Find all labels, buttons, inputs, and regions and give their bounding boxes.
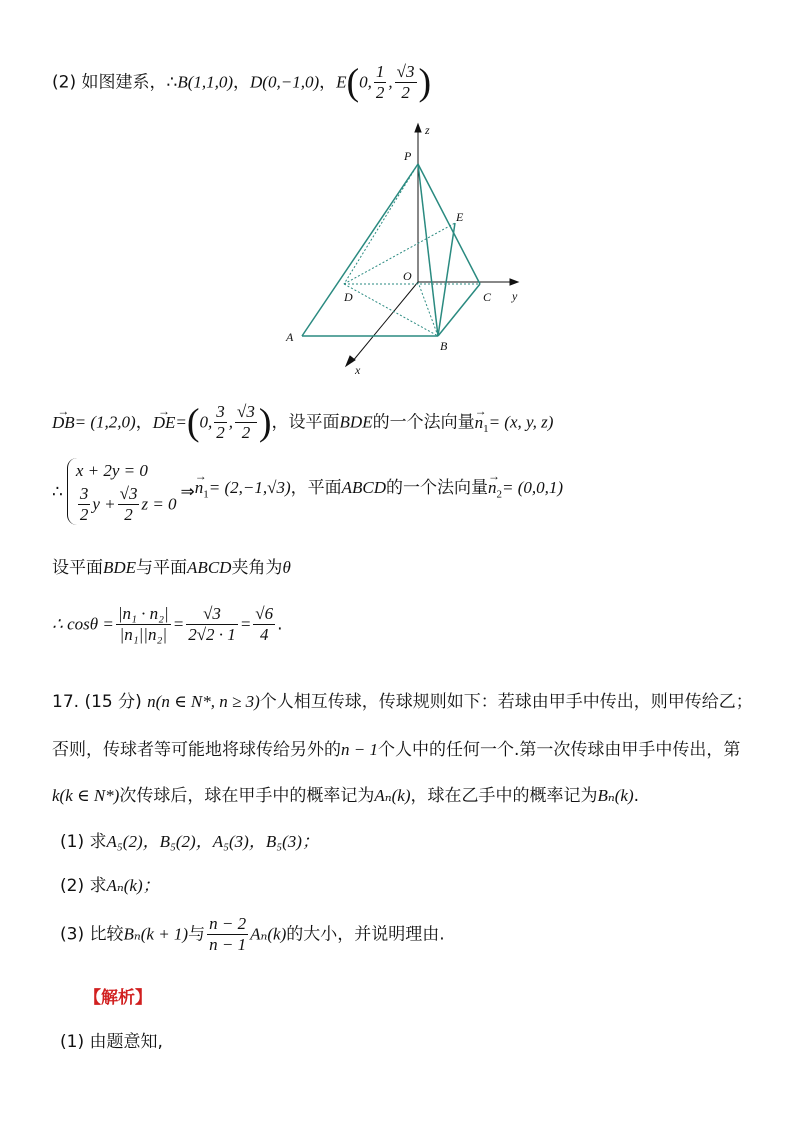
q17-line-1: [52, 690, 753, 714]
fraction-three-halves: [214, 402, 227, 443]
frac-den: 2: [79, 505, 89, 524]
math-sub1: A₅(2)，B₅(2)，A₅(3)，B₅(3)；: [106, 832, 319, 851]
frac-den: 2: [401, 83, 410, 102]
math-n-condition: n(n ∈ N*, n ≥ 3): [147, 692, 260, 711]
frac-num: |n₁ · n₂|: [117, 604, 169, 623]
q17-line-3: [52, 784, 639, 808]
system-result: [194, 478, 564, 501]
text: 否则，传球者等可能地将球传给另外的: [52, 740, 341, 760]
fraction: [186, 604, 238, 645]
question-number: 17. (15 分): [52, 692, 142, 712]
comma: ,: [228, 412, 234, 432]
plane-ABCD: ABCD: [341, 478, 387, 498]
label-z: z: [425, 123, 430, 137]
cos-lhs: ∴ cosθ =: [52, 614, 114, 634]
vector-DB-value: = (1,2,0): [74, 412, 136, 432]
label-D: D: [344, 290, 353, 304]
eq2-end: z = 0: [141, 494, 177, 514]
angle-line: [52, 556, 291, 580]
plane-BDE: BDE: [339, 412, 373, 432]
text: 个人中的任何一个.第一次传球由甲手中传出，第: [377, 740, 741, 760]
frac-den: 2: [216, 423, 225, 442]
subscript: 1: [203, 488, 209, 501]
label-C: C: [483, 290, 492, 304]
therefore-symbol: ∴: [52, 481, 63, 502]
math-Bn-k: Bₙ(k): [597, 786, 634, 805]
frac-num: √3: [119, 484, 138, 503]
fraction-sqrt3-half: [395, 62, 417, 103]
frac-num: 3: [216, 402, 225, 421]
frac-den: n − 1: [209, 935, 247, 954]
eq2-mid: y +: [92, 494, 116, 514]
point-E-label: E: [336, 72, 347, 92]
point-D-coord: D(0,−1,0): [250, 72, 320, 92]
frac-den: 2√2 · 1: [188, 625, 236, 644]
paren-close: ): [258, 401, 272, 444]
equals: =: [239, 614, 252, 634]
label-y: y: [512, 289, 518, 303]
vectors-line: [52, 402, 553, 443]
equation-system: [67, 458, 177, 525]
label-O: O: [403, 269, 412, 283]
text-plane: ，平面: [290, 478, 342, 499]
part2-prefix: (2) 如图建系，∴: [52, 72, 178, 93]
edge-PA: [302, 164, 418, 336]
plane-ABCD: ABCD: [187, 558, 232, 577]
text: 次传球后，球在甲手中的概率记为: [119, 786, 375, 806]
separator: ，: [319, 72, 337, 93]
equation-system-line: [52, 458, 563, 534]
math-k-condition: k(k ∈ N*): [52, 786, 120, 805]
q17-line-2: [52, 738, 740, 762]
frac-num: 3: [79, 484, 89, 503]
fraction-n2-n1: [207, 914, 248, 955]
paren-close: ): [418, 61, 432, 104]
text: 夹角为: [231, 558, 283, 578]
frac-den: 4: [259, 625, 269, 644]
cosine-line: [52, 604, 283, 664]
frac-den: 2: [375, 83, 385, 102]
vector-n1-result: = (2,−1,√3): [208, 478, 291, 498]
math-An-k: Aₙ(k): [374, 786, 411, 805]
math-Bn-k1: Bₙ(k + 1): [123, 924, 189, 944]
text: 与平面: [136, 558, 188, 578]
equals: =: [175, 412, 187, 432]
text-normal-vector: 的一个法向量: [386, 478, 489, 499]
vector-n2-value: = (0,0,1): [502, 478, 564, 498]
period: .: [277, 614, 283, 635]
vector-n1: → n: [195, 476, 204, 500]
DE-first: 0,: [199, 412, 213, 432]
label-E: E: [456, 210, 464, 224]
z-arrow-icon: [415, 124, 421, 132]
text: 个人相互传球，传球规则如下：若球由甲手中传出，则甲传给乙；: [259, 692, 753, 712]
comma: ,: [388, 72, 393, 92]
coordinate-axes: [346, 124, 518, 366]
frac-den: 2: [241, 423, 251, 442]
math-An-k: Aₙ(k): [250, 924, 287, 944]
sub-label: (1) 求: [60, 832, 107, 852]
vector-n1: → n: [475, 411, 484, 435]
theta-symbol: θ: [282, 558, 291, 577]
math-sub2: Aₙ(k)；: [106, 876, 160, 895]
subscript: 1: [483, 422, 489, 435]
vector-n2: → n: [488, 476, 497, 500]
text-normal-vector: 的一个法向量: [372, 412, 475, 433]
implies-symbol: ⇒: [180, 481, 195, 502]
fraction-result: [253, 604, 275, 645]
fraction: [78, 484, 91, 525]
text: ，球在乙手中的概率记为: [410, 786, 598, 806]
E-coord-first: 0,: [359, 72, 372, 92]
edge-PB: [418, 164, 438, 336]
paren-open: (: [346, 61, 360, 104]
part2-coordinates-line: [52, 62, 431, 103]
frac-num: n − 2: [209, 914, 247, 933]
edge-DE: [344, 223, 455, 284]
frac-num: √3: [237, 402, 255, 421]
q17-sub-1: [60, 830, 319, 854]
text: 与: [188, 924, 206, 945]
equation-1: x + 2y = 0: [75, 461, 148, 480]
period: .: [633, 786, 640, 806]
frac-den: 2: [124, 505, 133, 524]
fraction-sqrt3-half: [235, 402, 257, 443]
point-B-coord: B(1,1,0): [177, 72, 234, 92]
label-P: P: [404, 149, 412, 163]
edge-PD: [344, 164, 418, 284]
separator: ，: [135, 412, 153, 433]
label-B: B: [440, 339, 448, 353]
label-A: A: [286, 330, 294, 344]
frac-num: √3: [396, 62, 415, 81]
equals: =: [172, 614, 185, 634]
math-n-minus-1: n − 1: [341, 740, 378, 759]
subscript: 2: [496, 488, 503, 501]
sub-label: (2) 求: [60, 876, 107, 896]
sub-label: (3) 比较: [60, 924, 124, 945]
equation-2: [76, 484, 177, 525]
separator: ，: [233, 72, 251, 93]
edge-DB: [344, 284, 438, 336]
frac-num: √6: [255, 604, 274, 623]
analysis-heading: 【解析】: [84, 988, 152, 1008]
frac-num: √3: [186, 604, 238, 625]
text: 的大小，并说明理由.: [286, 924, 445, 945]
frac-num: 1: [375, 62, 385, 81]
vector-n1-value: = (x, y, z): [488, 412, 554, 432]
fraction: [118, 484, 140, 525]
label-x: x: [355, 363, 361, 377]
analysis-line-1: (1) 由题意知,: [60, 1032, 163, 1052]
fraction-half: [374, 62, 387, 103]
fraction-dot-over-norms: [116, 604, 171, 645]
text-set-plane: ，设平面: [271, 412, 340, 433]
vector-DB: → DB: [52, 411, 75, 435]
q17-sub-2: [60, 874, 160, 898]
y-arrow-icon: [510, 279, 518, 285]
paren-open: (: [186, 401, 200, 444]
text: 设平面: [52, 558, 103, 578]
frac-den: |n₁||n₂|: [119, 625, 168, 644]
plane-BDE: BDE: [103, 558, 137, 577]
x-arrow-icon: [346, 356, 355, 366]
q17-sub-3: [60, 914, 445, 962]
vector-DE: → DE: [153, 411, 176, 435]
pyramid-figure: [280, 118, 540, 380]
